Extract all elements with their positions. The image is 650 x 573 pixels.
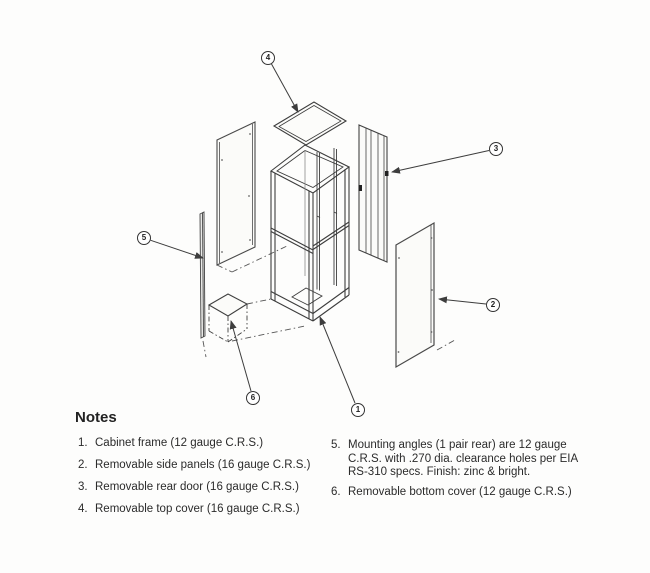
side-panel-left-drawing (217, 122, 255, 265)
note-text: Removable rear door (16 gauge C.R.S.) (95, 481, 299, 493)
callout-4-top-cover: 4 (261, 51, 275, 65)
note-item-4 (78, 503, 325, 517)
callout-2-side-panel: 2 (486, 298, 500, 312)
note-item-5 (331, 439, 600, 480)
side-panel-right-drawing (396, 223, 434, 367)
note-number: 3. (78, 481, 88, 493)
rear-door-drawing (359, 125, 389, 262)
cabinet-frame-drawing (271, 145, 349, 321)
top-cover-drawing (274, 102, 346, 145)
bottom-cover-drawing (209, 294, 247, 342)
mounting-angle-drawing (200, 212, 205, 338)
note-text: Removable bottom cover (12 gauge C.R.S.) (348, 486, 572, 498)
callout-1-cabinet-frame: 1 (351, 403, 365, 417)
note-number: 6. (331, 486, 341, 498)
note-number: 4. (78, 503, 88, 515)
callout-3-rear-door: 3 (489, 142, 503, 156)
note-item-1 (78, 437, 325, 451)
note-number: 1. (78, 437, 88, 449)
note-text: Cabinet frame (12 gauge C.R.S.) (95, 437, 264, 449)
note-text: Removable side panels (16 gauge C.R.S.) (95, 459, 311, 471)
notes-heading: Notes (75, 409, 117, 426)
callout-5-mounting-angle: 5 (137, 231, 151, 245)
note-number: 5. (331, 439, 341, 451)
note-item-3 (78, 481, 325, 495)
note-item-6 (331, 486, 608, 500)
note-item-2 (78, 459, 325, 473)
callout-6-bottom-cover: 6 (246, 391, 260, 405)
note-text: Removable top cover (16 gauge C.R.S.) (95, 503, 300, 515)
note-text: Mounting angles (1 pair rear) are 12 gauge C.R.S. with .270 dia. clearance holes per EIA RS-310 specs. Finish: zinc & bright. (348, 439, 578, 478)
note-number: 2. (78, 459, 88, 471)
